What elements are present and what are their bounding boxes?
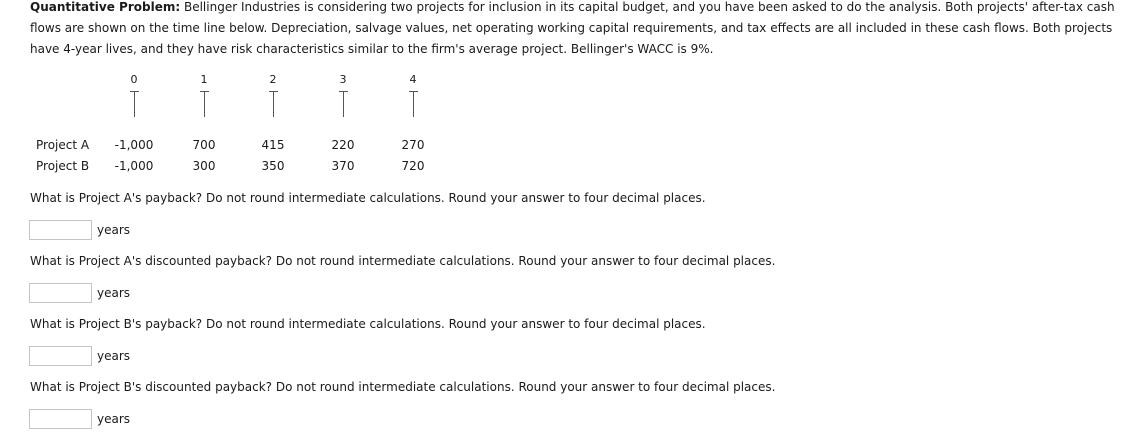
timeline-tick	[134, 91, 135, 117]
unit-label: years	[97, 349, 131, 363]
project-a-cf: 415	[261, 138, 285, 152]
b-payback-input[interactable]	[29, 346, 92, 366]
period-label: 0	[130, 73, 138, 86]
timeline-tick	[273, 91, 274, 117]
project-b-cf: 370	[331, 159, 355, 173]
project-b-label: Project B	[36, 159, 90, 173]
project-a-cf: 270	[401, 138, 425, 152]
answer-row-a-discounted-payback	[29, 282, 130, 304]
answer-row-b-discounted-payback	[29, 408, 130, 430]
unit-label: years	[97, 286, 131, 300]
answer-row-b-payback	[29, 345, 130, 367]
period-label: 2	[269, 73, 277, 86]
question-a-discounted-payback: What is Project A's discounted payback? Do not round intermediate calculations. Round your answer to four decimal places.	[30, 254, 776, 268]
timeline-tick	[343, 91, 344, 117]
answer-row-a-payback	[29, 219, 130, 241]
b-discounted-payback-input[interactable]	[29, 409, 92, 429]
project-a-cf: 220	[331, 138, 355, 152]
project-a-cf: -1,000	[114, 138, 154, 152]
timeline-tick	[204, 91, 205, 117]
period-label: 1	[200, 73, 208, 86]
question-b-payback: What is Project B's payback? Do not round intermediate calculations. Round your answer to four decimal places.	[30, 317, 706, 331]
timeline-tick	[413, 91, 414, 117]
project-a-cf: 700	[192, 138, 216, 152]
period-label: 3	[339, 73, 347, 86]
project-b-cf: 350	[261, 159, 285, 173]
a-discounted-payback-input[interactable]	[29, 283, 92, 303]
project-b-cf: -1,000	[114, 159, 154, 173]
project-b-cf: 300	[192, 159, 216, 173]
a-payback-input[interactable]	[29, 220, 92, 240]
question-b-discounted-payback: What is Project B's discounted payback? Do not round intermediate calculations. Round your answer to four decimal places.	[30, 380, 776, 394]
project-a-label: Project A	[36, 138, 90, 152]
period-label: 4	[409, 73, 417, 86]
unit-label: years	[97, 412, 131, 426]
project-b-cf: 720	[401, 159, 425, 173]
problem-label: Quantitative Problem:	[30, 0, 181, 14]
cash-flow-timeline	[0, 0, 1130, 180]
question-a-payback: What is Project A's payback? Do not round intermediate calculations. Round your answer to four decimal places.	[30, 191, 706, 205]
unit-label: years	[97, 223, 131, 237]
problem-text: Bellinger Industries is considering two projects for inclusion in its capital budget, and you have been asked to do the analysis. Both projects' after-tax cash flows are shown on the time line below. Depreciation, salvage values, net operating working capital requirements, and tax effects are all included in these cash flows. Both projects have 4-year lives, and they have risk characteristics similar to the firm's average project. Bellinger's WACC is 9%.	[30, 0, 1115, 56]
